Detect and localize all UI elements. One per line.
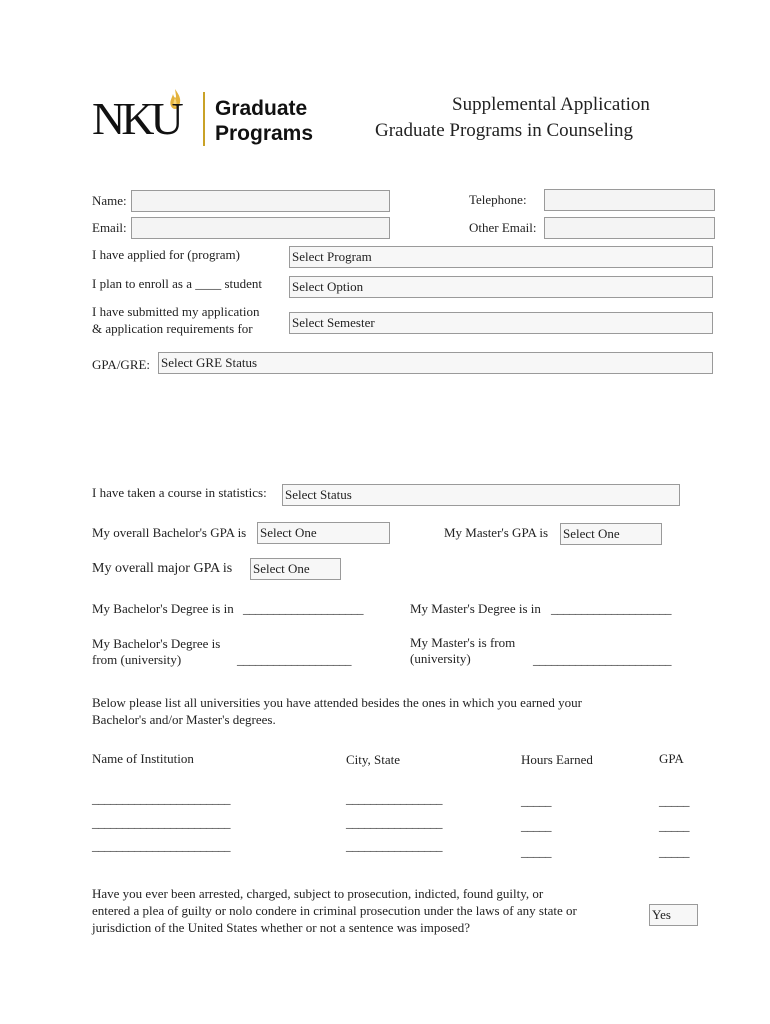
gpa-gre-label: GPA/GRE: [92,357,151,372]
enroll-select[interactable]: Select Option [289,276,713,298]
row1-institution-blank[interactable]: _______________________ [92,791,230,806]
statistics-label: I have taken a course in statistics: [92,485,267,500]
statistics-select[interactable]: Select Status [282,484,680,506]
row2-institution-blank[interactable]: _______________________ [92,815,230,830]
bachelor-from-label-line1: My Bachelor's Degree is [92,636,221,651]
form-subtitle: Graduate Programs in Counseling [375,120,634,141]
row2-hours-blank[interactable]: _____ [521,818,551,833]
nku-wordmark: NKU [92,93,180,144]
other-email-label: Other Email: [469,220,537,235]
criminal-question-line1: Have you ever been arrested, charged, subject to prosecution, indicted, found guilty, or [92,886,544,901]
program-label: I have applied for (program) [92,247,240,262]
masters-gpa-label: My Master's GPA is [444,525,549,540]
telephone-field[interactable] [544,189,715,211]
other-email-field[interactable] [544,217,715,239]
masters-degree-blank[interactable]: ____________________ [551,601,671,616]
bachelor-from-label-line2: from (university) [92,652,182,667]
row3-city-blank[interactable]: ________________ [346,838,442,853]
row2-city-blank[interactable]: ________________ [346,815,442,830]
nku-logo [92,88,317,150]
logo-divider [203,92,205,146]
gre-status-select[interactable]: Select GRE Status [158,352,713,374]
bachelor-from-blank[interactable]: ___________________ [237,652,351,667]
telephone-label: Telephone: [469,192,527,207]
bachelor-gpa-select[interactable]: Select One [257,522,390,544]
universities-intro-line2: Bachelor's and/or Master's degrees. [92,712,276,727]
masters-gpa-select[interactable]: Select One [560,523,662,545]
semester-select[interactable]: Select Semester [289,312,713,334]
universities-intro-line1: Below please list all universities you have attended besides the ones in which you earned your [92,695,582,710]
form-title: Supplemental Application [452,94,650,115]
row3-institution-blank[interactable]: _______________________ [92,838,230,853]
criminal-question-line2: entered a plea of guilty or nolo condere in criminal prosecution under the laws of any state or [92,903,577,918]
masters-degree-label: My Master's Degree is in [410,601,541,616]
major-gpa-select[interactable]: Select One [250,558,341,580]
row3-gpa-blank[interactable]: _____ [659,844,689,859]
logo-programs: Programs [215,122,314,145]
row1-city-blank[interactable]: ________________ [346,791,442,806]
name-label: Name: [92,193,127,208]
bachelor-degree-blank[interactable]: ____________________ [243,601,363,616]
row2-gpa-blank[interactable]: _____ [659,818,689,833]
header-city-state: City, State [346,752,401,767]
masters-from-blank[interactable]: _______________________ [533,652,671,667]
criminal-question-line3: jurisdiction of the United States whether or not a sentence was imposed? [92,920,470,935]
name-field[interactable] [131,190,390,212]
email-field[interactable] [131,217,390,239]
submitted-label-line2: & application requirements for [92,321,253,336]
masters-from-label-line2: (university) [410,651,471,666]
header-gpa: GPA [659,751,684,766]
program-select[interactable]: Select Program [289,246,713,268]
criminal-answer-select[interactable]: Yes [649,904,698,926]
masters-from-label-line1: My Master's is from [410,635,516,650]
email-label: Email: [92,220,127,235]
row1-hours-blank[interactable]: _____ [521,793,551,808]
row1-gpa-blank[interactable]: _____ [659,793,689,808]
bachelor-degree-label: My Bachelor's Degree is in [92,601,234,616]
bachelor-gpa-label: My overall Bachelor's GPA is [92,525,247,540]
header-name-of-institution: Name of Institution [92,751,194,766]
logo-graduate: Graduate [215,97,308,120]
header-hours-earned: Hours Earned [521,752,593,767]
row3-hours-blank[interactable]: _____ [521,844,551,859]
submitted-label-line1: I have submitted my application [92,304,260,319]
major-gpa-label: My overall major GPA is [92,561,233,576]
enroll-label: I plan to enroll as a ____ student [92,276,263,291]
